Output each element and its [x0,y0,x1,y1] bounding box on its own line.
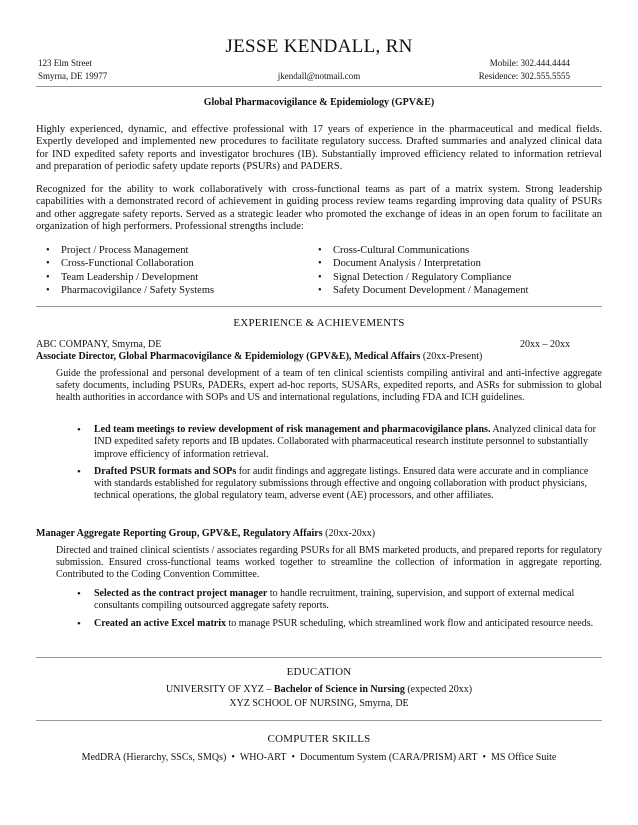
candidate-name: JESSE KENDALL, RN [225,36,413,57]
university-name: UNIVERSITY OF XYZ – [165,684,274,695]
job-title-2-dates: (20xx-20xx) [322,528,376,539]
degree-year: (expected 20xx) [404,684,473,695]
achievement-bold: Led team meetings to review development of risk management and pharmacovigilance plans. [94,424,491,435]
achievement-item [94,466,602,503]
strength-item: • Cross-Functional Collaboration [40,257,300,270]
achievement-bold: Selected as the contract project manager [94,588,268,599]
experience-section-title: EXPERIENCE & ACHIEVEMENTS [233,317,405,329]
achievement-bold: Drafted PSUR formats and SOPs [94,465,237,477]
job-title-2 [36,528,375,539]
job-title-1-dates: (20xx-Present) [420,351,483,362]
computer-skill: MedDRA (Hierarchy, SSCs, SMQs) [81,752,227,763]
strength-item: • Safety Document Development / Management [312,284,602,297]
strength-item: • Team Leadership / Development [40,271,300,284]
job-2-description: Directed and trained clinical scientists / associates regarding PSURs for all BMS marketed products, and prepared reports for regulatory submission. Ensured cross-functional teams worked together to streamline the collection of information in aggregate reporting. Contributed to the Coding Convention Committee. [56,545,602,581]
degree-name: Bachelor of Science in Nursing [273,684,405,695]
strength-item: • Document Analysis / Interpretation [312,257,602,270]
job-1-achievements [94,424,602,508]
computer-skill: Documentum System (CARA/PRISM) ART [299,752,478,763]
address-city: Smyrna, DE 19977 [38,71,108,81]
nursing-school: XYZ SCHOOL OF NURSING, Smyrna, DE [229,698,409,709]
phone-block [479,57,570,83]
bullet-separator: • [231,752,235,763]
section-divider [36,306,602,307]
profile-headline: Global Pharmacovigilance & Epidemiology (GPV&E) [203,97,435,108]
bullet-separator: • [482,752,486,763]
strength-item: • Project / Process Management [40,244,300,257]
achievement-bold: Created an active Excel matrix [94,617,226,629]
company-name: ABC COMPANY, Smyrna, DE [36,339,162,350]
strength-item: • Signal Detection / Regulatory Compliance [312,271,602,284]
bullet-separator: • [291,752,295,763]
achievement-item [94,588,602,613]
job-title-2-bold: Manager Aggregate Reporting Group, GPV&E, Regulatory Affairs [36,528,323,539]
computer-skill: WHO-ART [239,752,287,763]
achievement-text: Analyzed clinical data for IND expedited safety reports and IB updates. Collaborated with pharmaceutical research institute personnel to substantially improve efficiency of information retrieval. [94,424,596,460]
strengths-list-right [312,244,602,298]
computer-skill: MS Office Suite [490,752,557,763]
job-2-achievements [94,588,602,635]
email-address[interactable]: jkendall@notmail.com [277,71,361,81]
education-section-title: EDUCATION [286,666,352,678]
residence-phone: Residence: 302.555.5555 [478,71,570,81]
summary-paragraph-1: Highly experienced, dynamic, and effective professional with 17 years of experience in the pharmaceutical and medical fields. Expertly developed and implemented new procedures to facilitate regulatory success. Drafted summaries and analyzed clinical data for IND expedited safety reports and investigator brochures (IB). Substantially improved efficiency related to information retrieval and preparation of periodic safety update reports (PSURs) and PADERS. [36,124,602,173]
computer-skills-section-title: COMPUTER SKILLS [267,733,371,745]
job-1-description: Guide the professional and personal development of a team of ten clinical scientists compiling antiviral and anti-infective aggregate safety documents, including PSURs, PADERs, expert ad-hoc reports, SUSARs, expedited reports, and ASRs for submission to global health authorities in accordance with SOPs and US and international regulations, including FDA and ICH guidelines. [56,368,602,404]
achievement-text: to manage PSUR scheduling, which streamlined work flow and anticipated resource needs. [226,617,594,629]
achievement-item [94,618,602,630]
section-divider [36,720,602,721]
computer-skills-list [0,752,638,763]
address-street: 123 Elm Street [38,58,92,68]
job-title-1-bold: Associate Director, Global Pharmacovigilance & Epidemiology (GPV&E), Medical Affairs [36,351,421,362]
summary-paragraph-2: Recognized for the ability to work collaboratively with cross-functional teams as part of a matrix system. Strong leadership capabilities with a demonstrated record of achievement in guiding process review teams regarding improving data quality of PSURs and other aggregate safety reports. Served as a strategic leader who promoted the exchange of ideas in an open forum to facilitate an organization of high performers. Professional strengths include: [36,184,602,233]
job-title-1 [36,351,482,362]
strength-item: • Cross-Cultural Communications [312,244,602,257]
achievement-item [94,424,602,461]
section-divider [36,657,602,658]
education-degree-line [0,684,638,695]
achievement-text: to handle recruitment, training, supervision, and support of external medical consultants compiling outsourced aggregate safety reports. [94,588,575,612]
header-divider [36,86,602,87]
strengths-list-left [40,244,300,298]
mobile-phone: Mobile: 302.444.4444 [489,58,570,68]
employment-dates: 20xx – 20xx [520,339,570,350]
achievement-text: for audit findings and aggregate listings. Ensured data were accurate and in compliance with standards established for regulatory submissions through effective and ongoing collaboration with product physicians, technical operations, the global regulatory team, adverse event (AE) processors, and other affiliates. [94,465,589,502]
strength-item: • Pharmacovigilance / Safety Systems [40,284,300,297]
